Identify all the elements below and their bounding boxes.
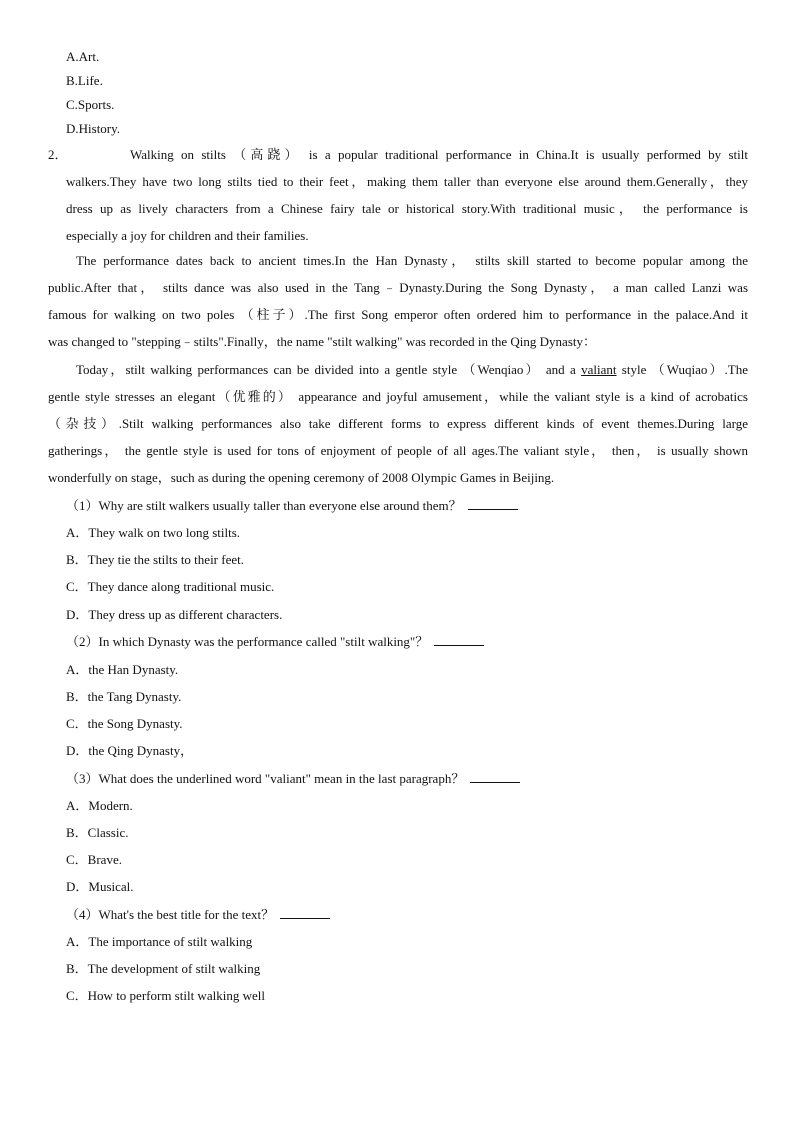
passage-p3-line2: gentle style stresses an elegant（优雅的） appearance and joyful amusement，while the valiant style is a kind of acrobatics bbox=[48, 389, 748, 404]
question-4-option-c: C．How to perform stilt walking well bbox=[66, 988, 265, 1003]
prev-option-a: A.Art. bbox=[66, 49, 100, 64]
answer-blank[interactable] bbox=[434, 633, 484, 646]
passage-p1-line1: Walking on stilts （高跷） is a popular traditional performance in China.It is usually performed by stilt bbox=[130, 147, 748, 162]
passage-p3-line1: Today，stilt walking performances can be divided into a gentle style （Wenqiao） and a valiant style （Wuqiao）.The bbox=[76, 362, 748, 377]
question-3-option-a: A．Modern. bbox=[66, 798, 133, 813]
question-4-stem: （4）What's the best title for the text？ bbox=[66, 906, 330, 924]
answer-blank[interactable] bbox=[468, 497, 518, 510]
question-2-option-d: D．the Qing Dynasty， bbox=[66, 743, 194, 758]
answer-blank[interactable] bbox=[280, 906, 330, 919]
passage-p2-line1: The performance dates back to ancient times.In the Han Dynasty， stilts skill started to become popular among the bbox=[76, 253, 748, 268]
question-1-stem: （1）Why are stilt walkers usually taller than everyone else around them？ bbox=[66, 497, 518, 515]
underlined-word: valiant bbox=[581, 362, 617, 377]
passage-p3-line5: wonderfully on stage，such as during the opening ceremony of 2008 Olympic Games in Beijing. bbox=[48, 470, 555, 485]
passage-p2-line2: public.After that， stilts dance was also used in the Tang﹣Dynasty.During the Song Dynasty， a man called Lanzi was bbox=[48, 280, 748, 295]
question-2-option-a: A．the Han Dynasty. bbox=[66, 662, 179, 677]
prev-option-d: D.History. bbox=[66, 121, 121, 136]
prev-option-b: B.Life. bbox=[66, 73, 103, 88]
question-1-option-c: C．They dance along traditional music. bbox=[66, 579, 275, 594]
passage-p3-line4: gatherings， the gentle style is used for tons of enjoyment of people of all ages.The valiant style， then， is usually shown bbox=[48, 443, 748, 458]
passage-p3-line3: （杂技）.Stilt walking performances also take different forms to express different kinds of event themes.During large bbox=[48, 416, 748, 431]
passage-p2-line3: famous for walking on two poles （柱子）.The first Song emperor often ordered him to performance in the palace.And it bbox=[48, 307, 748, 322]
question-1-option-a: A．They walk on two long stilts. bbox=[66, 525, 241, 540]
question-3-option-b: B．Classic. bbox=[66, 825, 129, 840]
question-2-option-c: C．the Song Dynasty. bbox=[66, 716, 183, 731]
answer-blank[interactable] bbox=[470, 770, 520, 783]
question-1-option-b: B．They tie the stilts to their feet. bbox=[66, 552, 244, 567]
question-2-stem: （2）In which Dynasty was the performance called "stilt walking"？ bbox=[66, 633, 484, 651]
question-4-option-a: A．The importance of stilt walking bbox=[66, 934, 253, 949]
passage-p1-line2: walkers.They have two long stilts tied to their feet，making them taller than everyone else around them.Generally，they bbox=[66, 174, 748, 189]
passage-p2-line4: was changed to "stepping﹣stilts".Finally，the name "stilt walking" was recorded in the Qing Dynasty： bbox=[48, 334, 596, 349]
question-3-stem: （3）What does the underlined word "valiant" mean in the last paragraph？ bbox=[66, 770, 520, 788]
question-2-option-b: B．the Tang Dynasty. bbox=[66, 689, 182, 704]
passage-p1-line3: dress up as lively characters from a Chinese fairy tale or historical story.With traditional music， the performance is bbox=[66, 201, 748, 216]
question-4-option-b: B．The development of stilt walking bbox=[66, 961, 261, 976]
passage-p1-line4: especially a joy for children and their families. bbox=[66, 228, 309, 243]
question-3-option-c: C．Brave. bbox=[66, 852, 122, 867]
question-number: 2． bbox=[48, 147, 68, 162]
prev-option-c: C.Sports. bbox=[66, 97, 115, 112]
question-1-option-d: D．They dress up as different characters. bbox=[66, 607, 283, 622]
question-3-option-d: D．Musical. bbox=[66, 879, 134, 894]
